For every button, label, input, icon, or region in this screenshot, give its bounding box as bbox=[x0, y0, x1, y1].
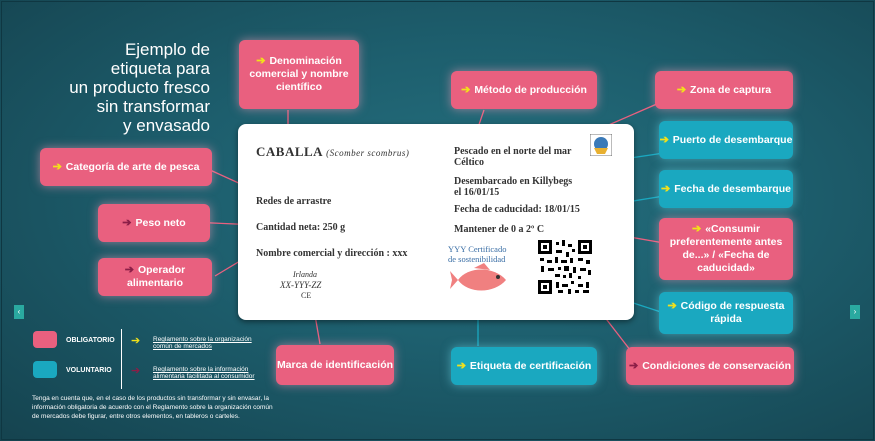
legend-voluntary-swatch bbox=[33, 361, 57, 378]
title-line: sin transformar bbox=[96, 97, 210, 116]
qr-code-icon bbox=[538, 240, 592, 294]
prev-arrow-button[interactable]: ‹ bbox=[14, 305, 24, 319]
callout-consumir: ➔ «Consumir preferentemente antes de...» / «Fecha de caducidad» bbox=[659, 218, 793, 280]
callout-peso: ➔ Peso neto bbox=[98, 204, 210, 242]
fish-icon bbox=[450, 262, 516, 298]
legend-mandatory-swatch bbox=[33, 331, 57, 348]
callout-text: Categoría de arte de pesca bbox=[65, 160, 200, 173]
catch-area-line1: Pescado en el norte del mar bbox=[454, 146, 572, 157]
title-line: Ejemplo de bbox=[124, 40, 210, 59]
callout-text: Fecha de desembarque bbox=[674, 182, 791, 195]
fishing-gear: Redes de arrastre bbox=[256, 196, 332, 207]
callout-metodo: ➔ Método de producción bbox=[451, 71, 597, 109]
product-label bbox=[238, 124, 634, 320]
callout-text: Código de respuesta rápida bbox=[680, 300, 785, 325]
legend-reg2: Reglamento sobre la información alimentaria facilitada al consumidor bbox=[153, 366, 255, 380]
legend-divider bbox=[121, 329, 122, 389]
callout-text: Etiqueta de certificación bbox=[469, 359, 592, 372]
next-arrow-button[interactable]: › bbox=[850, 305, 860, 319]
net-quantity: Cantidad neta: 250 g bbox=[256, 222, 346, 233]
callout-marca bbox=[276, 345, 394, 385]
arrow-right-icon: ➔ bbox=[131, 335, 141, 347]
arrow-right-icon: ➔ bbox=[131, 365, 141, 377]
callout-text: Zona de captura bbox=[690, 83, 772, 96]
callout-qr: ➔ Código de respuesta rápida bbox=[659, 292, 793, 334]
callout-zona: ➔ Zona de captura bbox=[655, 71, 793, 109]
callout-text: Operador alimentario bbox=[126, 264, 186, 289]
footnote: Tenga en cuenta que, en el caso de los productos sin transformar y sin envasar, la información obligatoria de acuerdo con el Reglamento sobre la organización común de mercados debe figurar, entre otros elementos, en tableros o carteles. bbox=[32, 395, 273, 420]
callout-categoria: ➔ Categoría de arte de pesca bbox=[40, 148, 212, 186]
legend-reg1: Reglamento sobre la organización común de mercados bbox=[153, 336, 252, 350]
legend-mandatory-label: OBLIGATORIO bbox=[66, 337, 115, 344]
callout-denominacion: ➔ Denominación comercial y nombre científico bbox=[239, 40, 359, 109]
callout-text: Marca de identificación bbox=[276, 358, 394, 371]
callout-text: Peso neto bbox=[135, 216, 186, 229]
callout-text: «Consumir preferentemente antes de...» / «Fecha de caducidad» bbox=[669, 223, 783, 274]
landing-port: Desembarcado en Killybegs bbox=[454, 176, 573, 187]
storage-conditions: Mantener de 0 a 2º C bbox=[454, 224, 545, 235]
title-line: un producto fresco bbox=[69, 78, 210, 97]
catch-area-line2: Céltico bbox=[454, 157, 484, 168]
callout-condiciones: ➔ Condiciones de conservación bbox=[626, 347, 794, 385]
callout-fecha-desembarque: ➔ Fecha de desembarque bbox=[659, 170, 793, 208]
certification-logo-icon bbox=[590, 134, 612, 156]
scientific-name: (Scomber scombrus) bbox=[326, 148, 410, 158]
callout-text: Puerto de desembarque bbox=[672, 133, 793, 146]
cert-line1: YYY Certificado bbox=[448, 244, 507, 254]
callout-operador: ➔ Operador alimentario bbox=[98, 258, 212, 296]
legend-voluntary-label: VOLUNTARIO bbox=[66, 367, 112, 374]
callout-text: Condiciones de conservación bbox=[642, 359, 791, 372]
callout-puerto: ➔ Puerto de desembarque bbox=[659, 121, 793, 159]
species-text: CABALLA bbox=[256, 144, 323, 159]
landing-date: el 16/01/15 bbox=[454, 187, 500, 198]
cert-line2: de sostenibilidad bbox=[448, 254, 506, 264]
expiry-date: Fecha de caducidad: 18/01/15 bbox=[454, 204, 580, 215]
callout-etiqueta-cert: ➔ Etiqueta de certificación bbox=[451, 347, 597, 385]
mark-country: Irlanda bbox=[293, 270, 317, 279]
title-line: y envasado bbox=[123, 116, 210, 135]
mark-code: XX-YYY-ZZ bbox=[280, 280, 322, 290]
operator-info: Nombre comercial y dirección : xxx bbox=[256, 248, 408, 259]
callout-text: Denominación comercial y nombre científico bbox=[249, 55, 349, 93]
species-name bbox=[256, 144, 409, 160]
mark-ce: CE bbox=[301, 291, 312, 300]
callout-text: Método de producción bbox=[474, 83, 587, 96]
title-line: etiqueta para bbox=[110, 59, 210, 78]
